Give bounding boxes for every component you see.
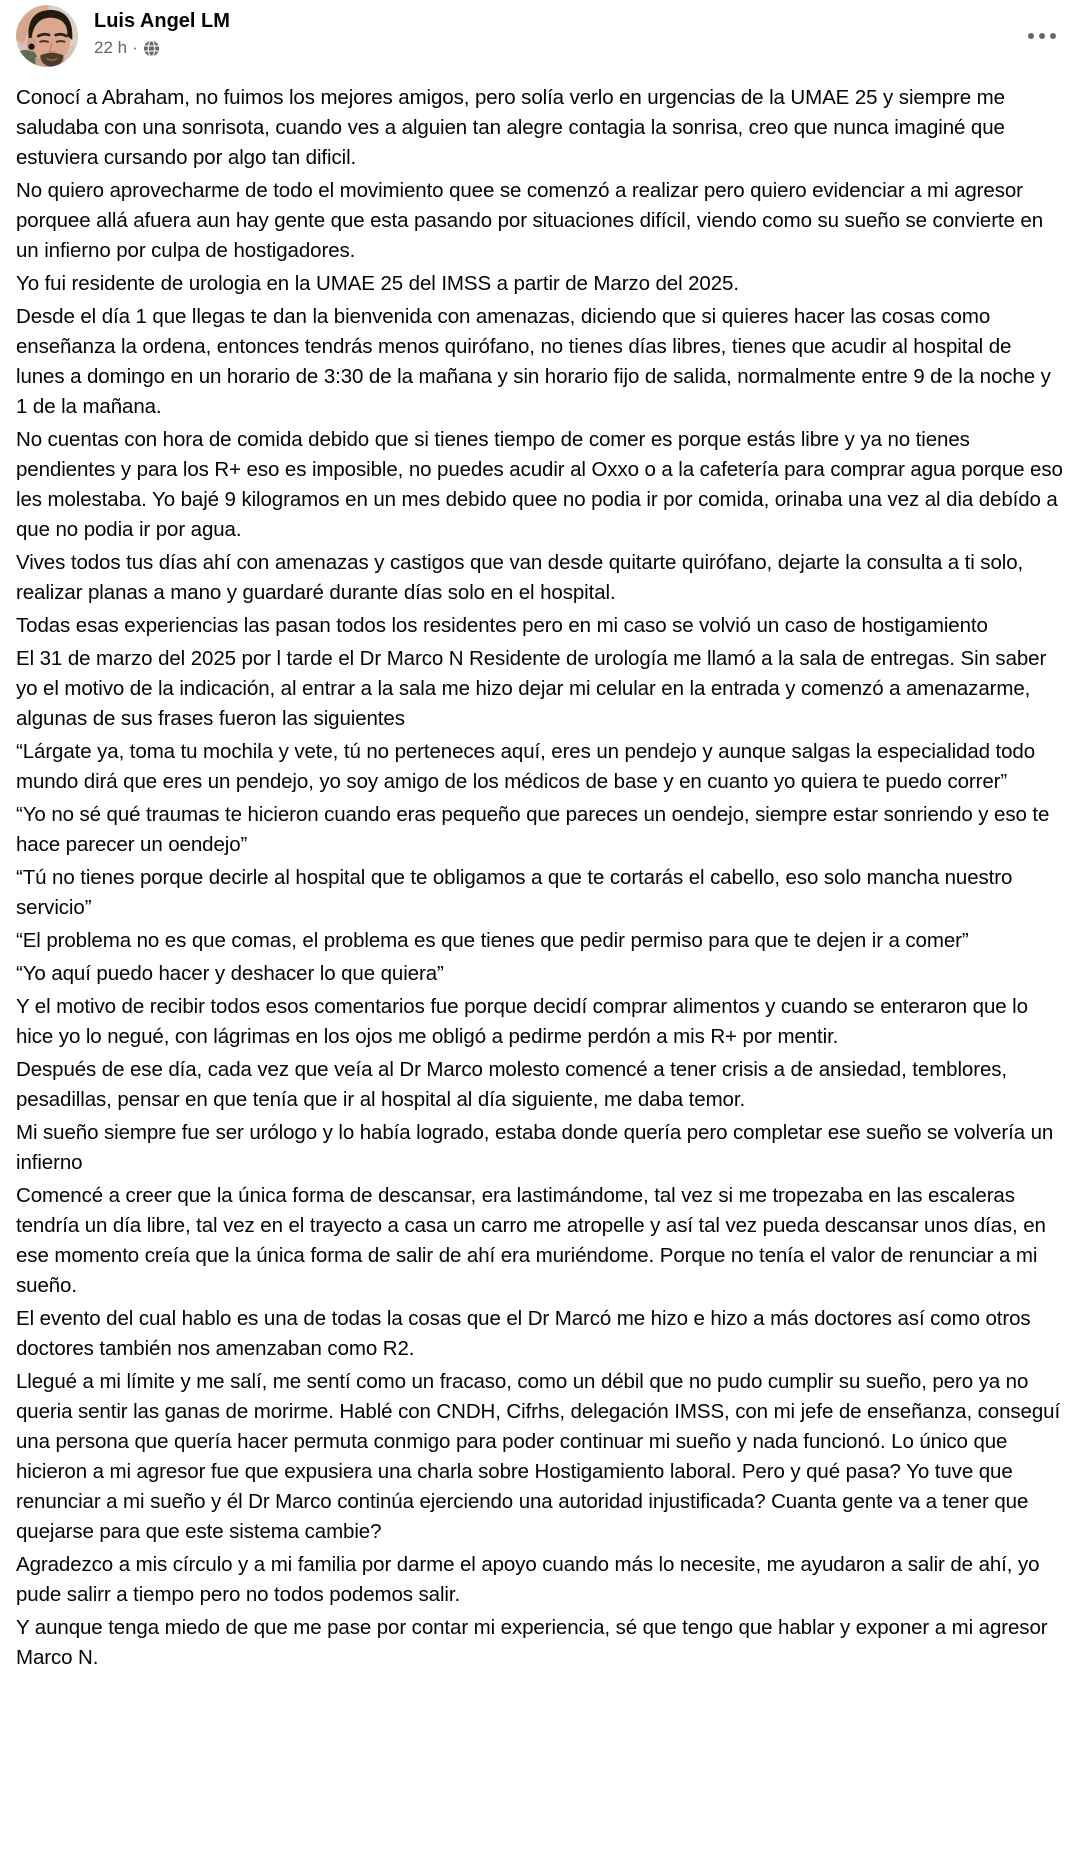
avatar[interactable]	[16, 5, 78, 67]
post-paragraph: Y aunque tenga miedo de que me pase por contar mi experiencia, sé que tengo que hablar y exponer a mi agresor Marco N.	[16, 1616, 1048, 1669]
post-paragraph: Desde el día 1 que llegas te dan la bienvenida con amenazas, diciendo que si quieres hacer las cosas como enseñanza la ordena, entonces tendrás menos quirófano, no tienes días libres, tienes que acudir al hospital de lunes a domingo en un horario de 3:30 de la mañana y sin horario fijo de salida, normalmente entre 9 de la noche y 1 de la mañana.	[16, 305, 1051, 418]
post-paragraph: Llegué a mi límite y me salí, me sentí como un fracaso, como un débil que no pudo cumplir su sueño, pero ya no queria sentir las ganas de morirme. Hablé con CNDH, Cifrhs, delegación IMSS, con mi jefe de enseñanza, conseguí una persona que quería hacer permuta conmigo para poder continuar mi sueño y nada funcionó. Lo único que hicieron a mi agresor fue que expusiera una charla sobre Hostigamiento laboral. Pero y qué pasa? Yo tuve que renunciar a mi sueño y él Dr Marco continúa ejerciendo una autoridad injustificada? Cuanta gente va a tener que quejarse para que este sistema cambie?	[16, 1370, 1061, 1543]
timestamp[interactable]: 22 h	[94, 38, 128, 57]
post-paragraph: Agradezco a mis círculo y a mi familia por darme el apoyo cuando más lo necesite, me ayudaron a salir de ahí, yo pude salirr a tiempo pero no todos podemos salir.	[16, 1553, 1040, 1606]
meta-separator: ·	[132, 38, 138, 57]
post-options-button[interactable]	[1020, 22, 1064, 50]
post-paragraph: No quiero aprovecharme de todo el movimiento quee se comenzó a realizar pero quiero evidenciar a mi agresor porquee allá afuera aun hay gente que esta pasando por situaciones difícil, viendo como su sueño se convierte en un infierno por culpa de hostigadores.	[16, 179, 1044, 262]
post-paragraph: No cuentas con hora de comida debido que si tienes tiempo de comer es porque estás libre y ya no tienes pendientes y para los R+ eso es imposible, no puedes acudir al Oxxo o a la cafetería para comprar agua porque eso les molestaba. Yo bajé 9 kilogramos en un mes debido quee no podia ir por comida, orinaba una vez al dia debído a que no podia ir por agua.	[16, 428, 1063, 541]
post-paragraph: El 31 de marzo del 2025 por l tarde el Dr Marco N Residente de urología me llamó a la sala de entregas. Sin saber yo el motivo de la indicación, al entrar a la sala me hizo dejar mi celular en la entrada y comenzó a amenazarme, algunas de sus frases fueron las siguientes	[16, 647, 1047, 730]
post-paragraph: Después de ese día, cada vez que veía al Dr Marco molesto comencé a tener crisis a de ansiedad, temblores, pesadillas, pensar en que tenía que ir al hospital al día siguiente, me daba temor.	[16, 1058, 1008, 1111]
post-paragraph: “Tú no tienes porque decirle al hospital que te obligamos a que te cortarás el cabello, eso solo mancha nuestro servicio”	[16, 866, 1013, 919]
post-paragraph: “Yo no sé qué traumas te hicieron cuando eras pequeño que pareces un oendejo, siempre estar sonriendo y eso te hace parecer un oendejo”	[16, 803, 1050, 856]
post-paragraph: Vives todos tus días ahí con amenazas y castigos que van desde quitarte quirófano, dejarte la consulta a ti solo, realizar planas a mano y guardaré durante días solo en el hospital.	[16, 551, 1024, 604]
post-paragraph: Y el motivo de recibir todos esos comentarios fue porque decidí comprar alimentos y cuando se enteraron que lo hice yo lo negué, con lágrimas en los ojos me obligó a pedirme perdón a mis R+ por mentir.	[16, 995, 1028, 1048]
post-paragraph: Mi sueño siempre fue ser urólogo y lo había logrado, estaba donde quería pero completar ese sueño se volvería un infierno	[16, 1121, 1054, 1174]
post-paragraph: Conocí a Abraham, no fuimos los mejores amigos, pero solía verlo en urgencias de la UMAE 25 y siempre me saludaba con una sonrisota, cuando ves a alguien tan alegre contagia la sonrisa, creo que nunca imaginé que estuviera cursando por algo tan dificil.	[16, 86, 1005, 169]
post-paragraph: “Lárgate ya, toma tu mochila y vete, tú no perteneces aquí, eres un pendejo y aunque salgas la especialidad todo mundo dirá que eres un pendejo, yo soy amigo de los médicos de base y en cuanto yo quiera te puedo correr”	[16, 740, 1036, 793]
post-paragraph: “El problema no es que comas, el problema es que tienes que pedir permiso para que te dejen ir a comer”	[16, 929, 969, 952]
post-body-text	[0, 70, 1078, 1673]
post-paragraph: “Yo aquí puedo hacer y deshacer lo que quiera”	[16, 962, 444, 985]
author-block	[94, 5, 230, 58]
profile-photo-illustration	[16, 5, 78, 67]
post-paragraph: El evento del cual hablo es una de todas la cosas que el Dr Marcó me hizo e hizo a más doctores así como otros doctores también nos amenzaban como R2.	[16, 1307, 1031, 1360]
globe-icon	[143, 40, 160, 57]
author-name[interactable]: Luis Angel LM	[94, 10, 230, 32]
ellipsis-icon	[1028, 33, 1056, 39]
post-paragraph: Yo fui residente de urologia en la UMAE 25 del IMSS a partir de Marzo del 2025.	[16, 272, 739, 295]
post-meta	[94, 37, 230, 58]
post-paragraph: Comencé a creer que la única forma de descansar, era lastimándome, tal vez si me tropezaba en las escaleras tendría un día libre, tal vez en el trayecto a casa un carro me atropelle y así tal vez pueda descansar unos días, en ese momento creía que la única forma de salir de ahí era muriéndome. Porque no tenía el valor de renunciar a mi sueño.	[16, 1184, 1046, 1297]
post-paragraph: Todas esas experiencias las pasan todos los residentes pero en mi caso se volvió un caso de hostigamiento	[16, 614, 988, 637]
post-header	[0, 0, 1078, 70]
